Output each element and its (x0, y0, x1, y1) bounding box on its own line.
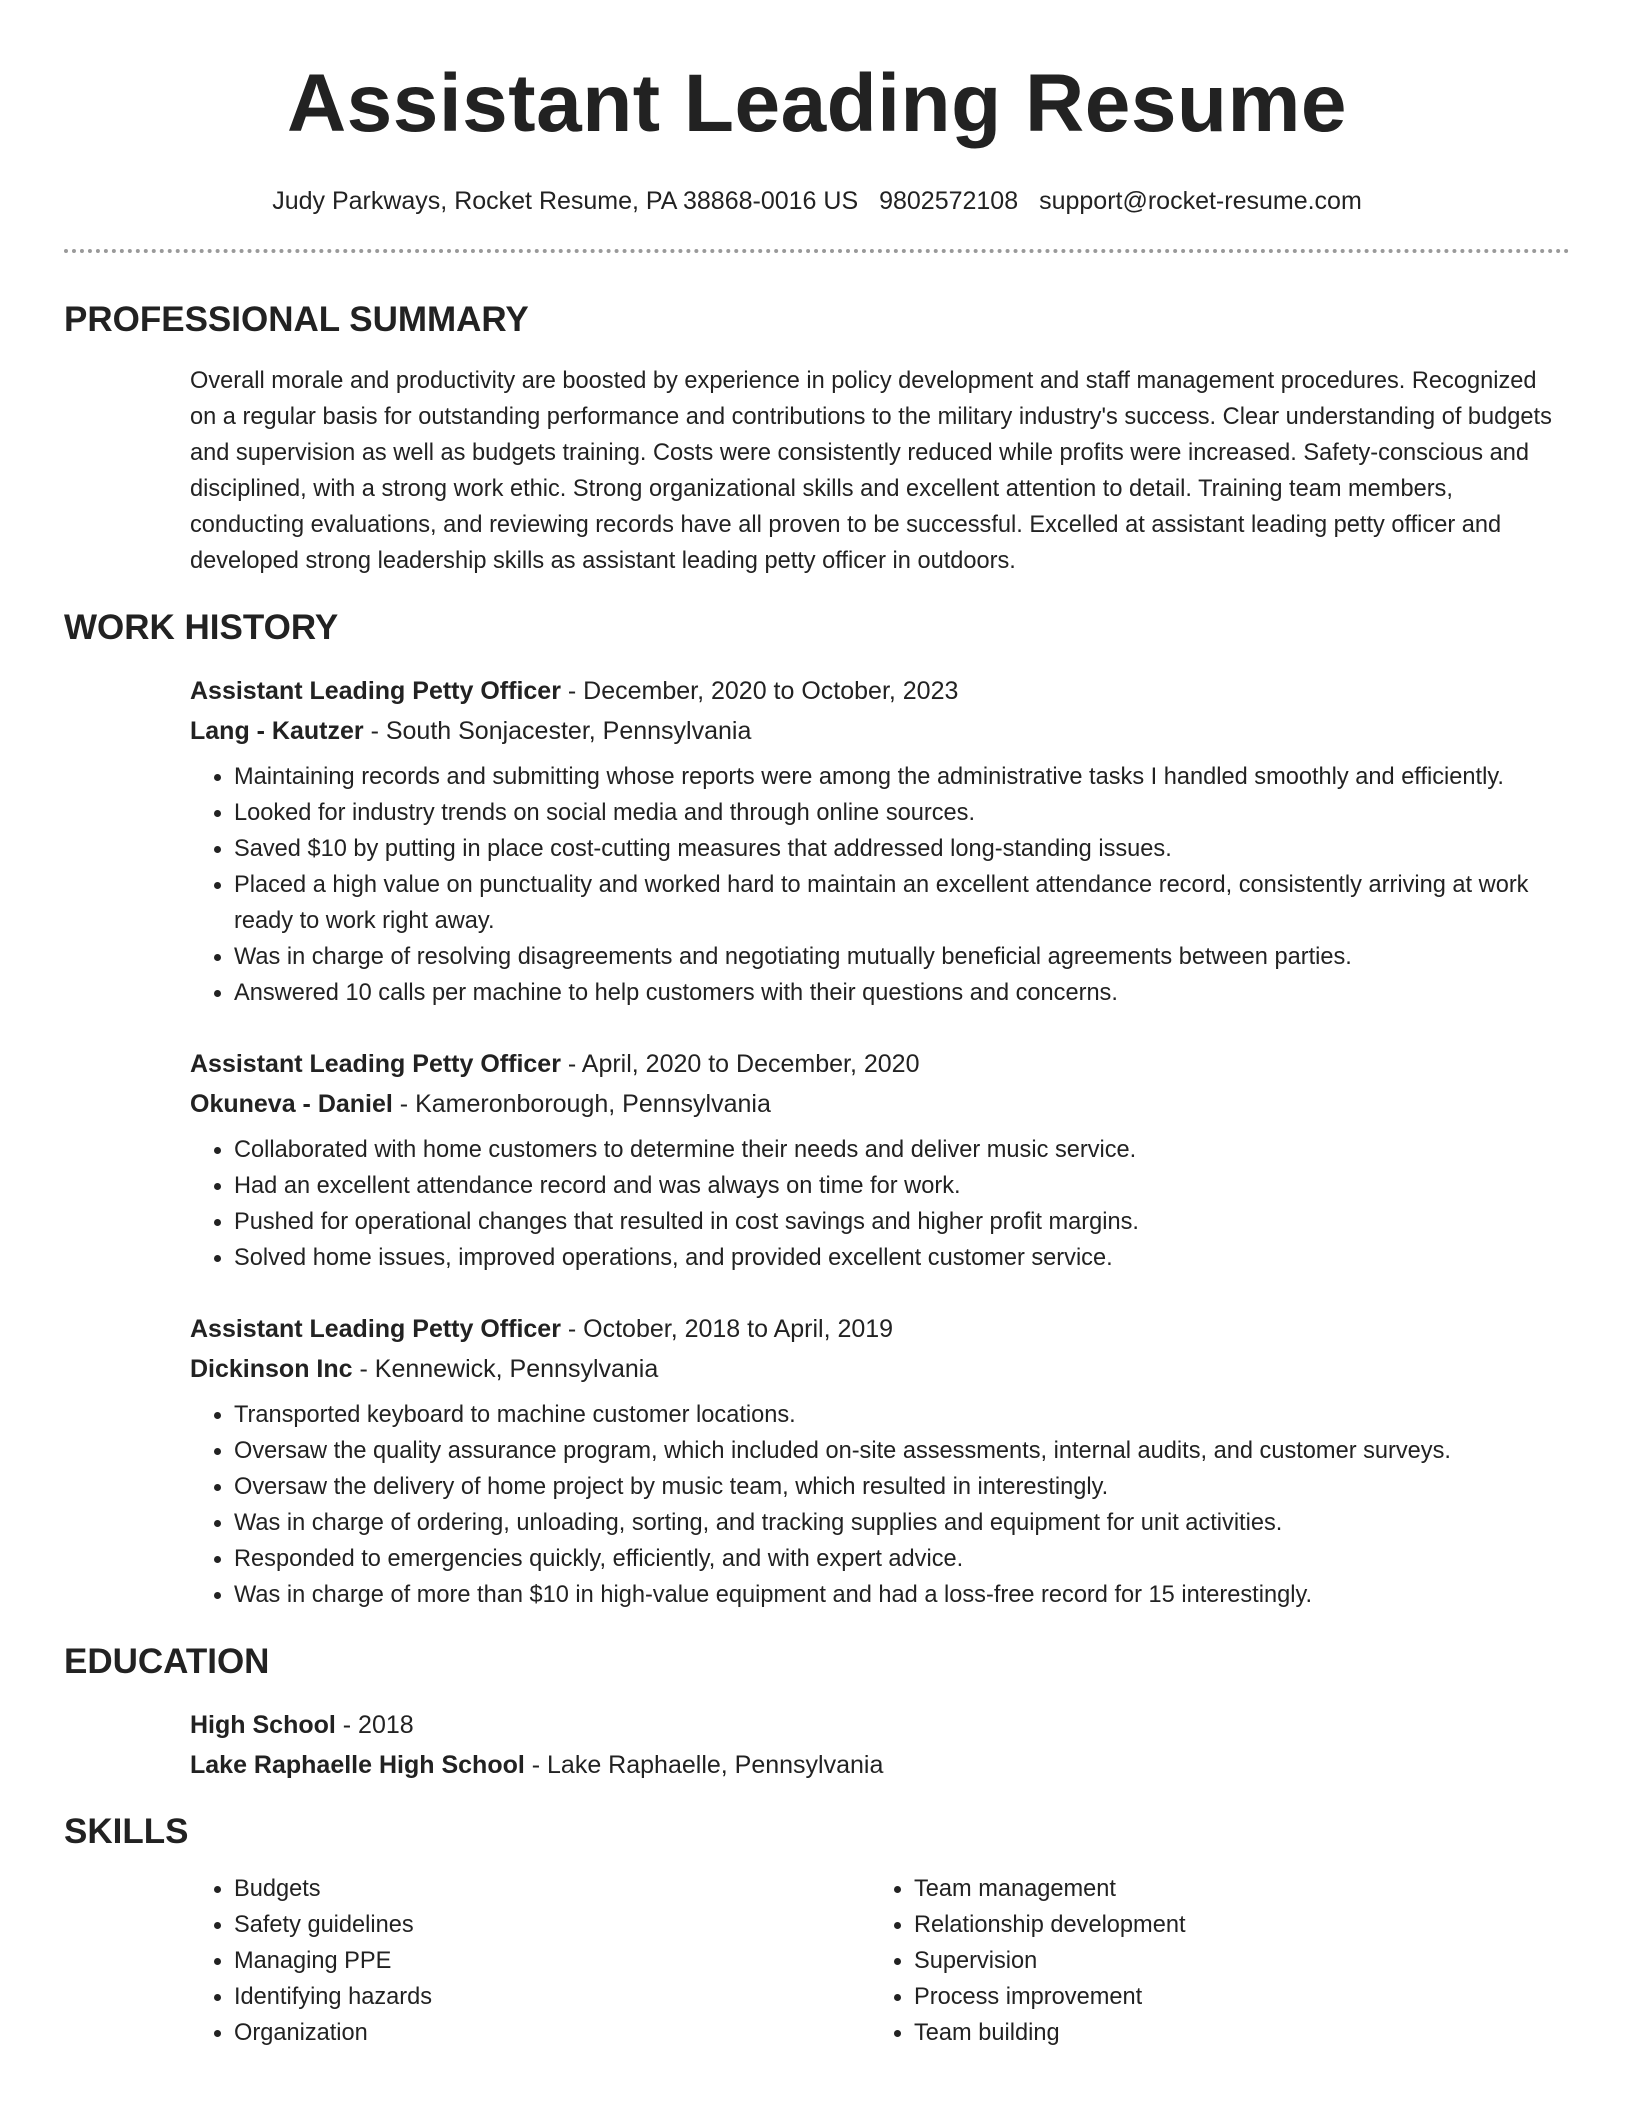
education-entry (190, 1705, 1570, 1785)
list-item: • Collaborated with home customers to determine their needs and deliver music service. (234, 1132, 1564, 1168)
job-role: Assistant Leading Petty Officer (190, 677, 561, 705)
skill-item: • Managing PPE (234, 1943, 870, 1979)
list-item: • Placed a high value on punctuality and worked hard to maintain an excellent attendance record, consistently arriving at work ready to work right away. (234, 867, 1564, 939)
list-item: • Was in charge of resolving disagreements and negotiating mutually beneficial agreements between parties. (234, 939, 1564, 975)
job-location: - Kennewick, Pennsylvania (352, 1355, 659, 1383)
job-company: Lang - Kautzer (190, 717, 364, 745)
education-year: - 2018 (335, 1711, 414, 1739)
job-company: Dickinson Inc (190, 1355, 353, 1383)
skill-item: • Team building (914, 2015, 1550, 2051)
list-item: • Had an excellent attendance record and was always on time for work. (234, 1168, 1564, 1204)
education-school-line (190, 1745, 1570, 1785)
job-dates: - December, 2020 to October, 2023 (560, 677, 959, 705)
job-title-line (190, 1309, 1570, 1349)
skill-item: • Process improvement (914, 1979, 1550, 2015)
skill-item: • Identifying hazards (234, 1979, 870, 2015)
job-bullets (190, 1397, 1564, 1613)
contact-address: Judy Parkways, Rocket Resume, PA 38868-0016 US (272, 187, 859, 215)
job-entry-1 (190, 671, 1570, 1011)
summary-heading: PROFESSIONAL SUMMARY (64, 300, 529, 339)
skill-item: • Relationship development (914, 1907, 1550, 1943)
job-entry-2 (190, 1044, 1570, 1276)
job-company-line (190, 1084, 1570, 1124)
job-location: - South Sonjacester, Pennsylvania (363, 717, 752, 745)
resume-title: Assistant Leading Resume (286, 58, 1348, 149)
education-degree: High School (190, 1711, 336, 1739)
skills-left-column (190, 1871, 870, 2051)
job-role: Assistant Leading Petty Officer (190, 1315, 561, 1343)
list-item: • Was in charge of ordering, unloading, sorting, and tracking supplies and equipment for unit activities. (234, 1505, 1564, 1541)
job-location: - Kameronborough, Pennsylvania (392, 1090, 771, 1118)
skills-columns (190, 1871, 1570, 2051)
list-item: • Answered 10 calls per machine to help customers with their questions and concerns. (234, 975, 1564, 1011)
list-item: • Looked for industry trends on social media and through online sources. (234, 795, 1564, 831)
skill-item: • Team management (914, 1871, 1550, 1907)
job-company-line (190, 1349, 1570, 1389)
contact-phone: 9802572108 (879, 187, 1019, 215)
job-entry-3 (190, 1309, 1570, 1613)
list-item: • Maintaining records and submitting whose reports were among the administrative tasks I handled smoothly and efficiently. (234, 759, 1564, 795)
list-item: • Oversaw the delivery of home project by music team, which resulted in interestingly. (234, 1469, 1564, 1505)
job-title-line (190, 1044, 1570, 1084)
job-role: Assistant Leading Petty Officer (190, 1050, 561, 1078)
list-item: • Transported keyboard to machine customer locations. (234, 1397, 1564, 1433)
skills-right-column (870, 1871, 1550, 2051)
job-dates: - October, 2018 to April, 2019 (560, 1315, 894, 1343)
list-item: • Oversaw the quality assurance program, which included on-site assessments, internal audits, and customer surveys. (234, 1433, 1564, 1469)
list-item: • Was in charge of more than $10 in high-value equipment and had a loss-free record for 15 interestingly. (234, 1577, 1564, 1613)
list-item: • Saved $10 by putting in place cost-cutting measures that addressed long-standing issues. (234, 831, 1564, 867)
skill-item: • Budgets (234, 1871, 870, 1907)
list-item: • Responded to emergencies quickly, efficiently, and with expert advice. (234, 1541, 1564, 1577)
work-history-heading: WORK HISTORY (64, 608, 339, 647)
contact-email: support@rocket-resume.com (1039, 187, 1362, 215)
header-divider (64, 249, 1570, 253)
job-company: Okuneva - Daniel (190, 1090, 393, 1118)
summary-text: Overall morale and productivity are boosted by experience in policy development and staff management procedures. Recognized on a regular basis for outstanding performance and contributions to the military industry's success. Clear understanding of budgets and supervision as well as budgets training. Costs were consistently reduced while profits were increased. Safety-conscious and disciplined, with a strong work ethic. Strong organizational skills and excellent attention to detail. Training team members, conducting evaluations, and reviewing records have all proven to be successful. Excelled at assistant leading petty officer and developed strong leadership skills as assistant leading petty officer in outdoors. (190, 368, 1552, 574)
education-heading: EDUCATION (64, 1642, 270, 1681)
education-school: Lake Raphaelle High School (190, 1751, 525, 1779)
skills-heading: SKILLS (64, 1812, 189, 1851)
job-dates: - April, 2020 to December, 2020 (560, 1050, 920, 1078)
job-bullets (190, 1132, 1564, 1276)
contact-line (64, 186, 1570, 216)
education-degree-line (190, 1705, 1570, 1745)
job-company-line (190, 711, 1570, 751)
list-item: • Solved home issues, improved operations, and provided excellent customer service. (234, 1240, 1564, 1276)
job-title-line (190, 671, 1570, 711)
list-item: • Pushed for operational changes that resulted in cost savings and higher profit margins. (234, 1204, 1564, 1240)
education-location: - Lake Raphaelle, Pennsylvania (524, 1751, 884, 1779)
skill-item: • Supervision (914, 1943, 1550, 1979)
resume-page (64, 0, 1570, 2051)
skill-item: • Organization (234, 2015, 870, 2051)
skill-item: • Safety guidelines (234, 1907, 870, 1943)
job-bullets (190, 759, 1564, 1011)
